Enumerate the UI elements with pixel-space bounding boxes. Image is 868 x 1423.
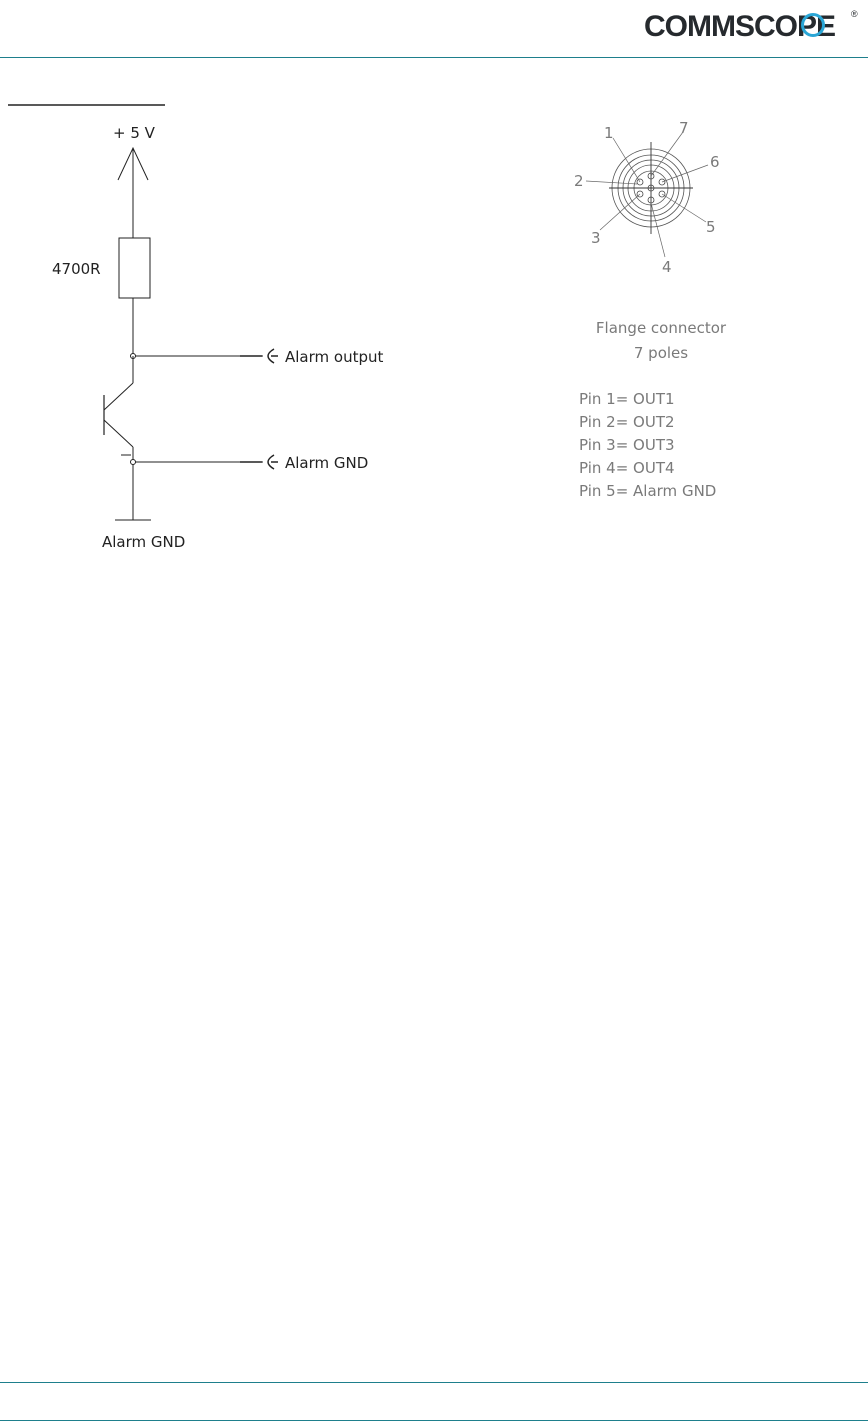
commscope-logo: [642, 4, 862, 48]
footer-rule-bottom: [0, 1420, 868, 1421]
logo-wordmark: COMMSCOPE: [644, 10, 836, 43]
pin-number-2: 2: [574, 172, 584, 190]
connector-caption-line2: 7 poles: [633, 344, 689, 362]
gnd-terminal-icon: [240, 455, 278, 469]
pin-number-4: 4: [662, 258, 672, 276]
pin-number-6: 6: [710, 153, 720, 171]
pin-number-5: 5: [706, 218, 716, 236]
pin-number-3: 3: [591, 229, 601, 247]
output-terminal-icon: [240, 349, 278, 363]
flange-connector-icon: [586, 132, 708, 257]
connector-caption-line1: Flange connector: [595, 319, 727, 337]
alarm-interface-drawing: [0, 60, 868, 560]
pin-list-item-5: Pin 5= Alarm GND: [579, 482, 717, 500]
pin-number-7: 7: [679, 119, 689, 137]
resistor-symbol: [119, 238, 150, 298]
gnd-node: [131, 460, 136, 465]
gnd-terminal-label: Alarm GND: [285, 454, 369, 472]
footer-rule-top: [0, 1382, 868, 1383]
resistor-label: 4700R: [52, 260, 101, 278]
transistor-symbol: [104, 356, 133, 520]
logo-registered-mark: ®: [851, 9, 858, 19]
supply-arrow-icon: [118, 148, 148, 238]
pin-list-item-2: Pin 2= OUT2: [579, 413, 675, 431]
pin-list-item-4: Pin 4= OUT4: [579, 459, 675, 477]
pin-list-item-1: Pin 1= OUT1: [579, 390, 675, 408]
output-label: Alarm output: [285, 348, 384, 366]
header-rule: [0, 57, 868, 58]
supply-label: + 5 V: [113, 124, 155, 142]
ground-label: Alarm GND: [102, 533, 186, 551]
pin-number-1: 1: [604, 124, 614, 142]
pin-list-item-3: Pin 3= OUT3: [579, 436, 675, 454]
